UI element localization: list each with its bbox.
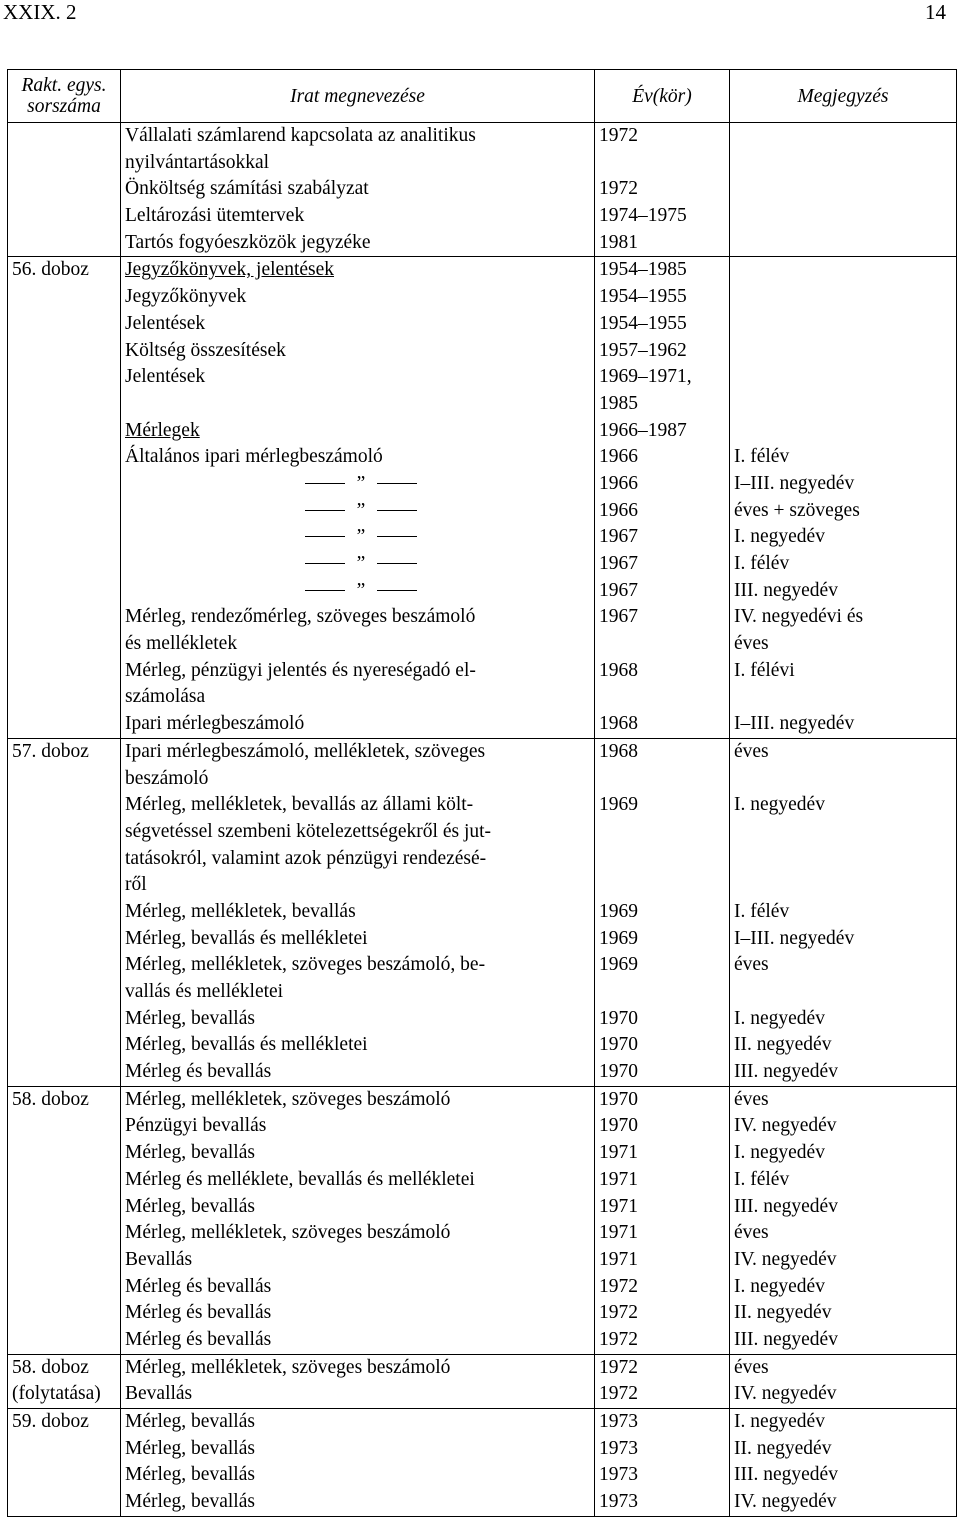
ditto-dash (305, 510, 345, 511)
document-name: számolása (125, 686, 206, 708)
remark-cell (730, 738, 957, 1086)
remark-value (734, 979, 952, 1006)
document-name: ségvetéssel szembeni kötelezettségekről és jut- (125, 820, 492, 842)
year-value: 1967 (599, 553, 638, 574)
document-name: Mérleg és bevallás (125, 1302, 272, 1324)
year-value: 1970 (599, 1115, 638, 1137)
remark-value: éves (734, 740, 769, 762)
remark-cell (730, 123, 957, 257)
remark-value (734, 364, 952, 391)
header-remark: Megjegyzés (730, 70, 957, 123)
year-value: 1973 (599, 1411, 638, 1432)
remark-value (734, 123, 952, 150)
document-name: Jegyzőkönyvek, jelentések (125, 259, 335, 281)
unit-number: 56. doboz (12, 259, 89, 281)
header-unit-number-line: Rakt. egys. (21, 75, 107, 96)
remark-value: éves (734, 633, 769, 655)
unit-number-cell (8, 738, 121, 1086)
year-value (599, 819, 725, 846)
unit-number-cell (8, 1409, 121, 1517)
remark-value (734, 684, 952, 711)
table-header-row (8, 70, 957, 123)
remark-value: I. negyedév (734, 526, 825, 548)
remark-value: III. negyedév (734, 1195, 838, 1217)
ditto-dash (305, 536, 345, 537)
remark-value (734, 203, 952, 230)
year-value: 1968 (599, 740, 638, 762)
year-value: 1969 (599, 927, 638, 949)
year-value (599, 684, 725, 711)
document-name: Pénzügyi bevallás (125, 1115, 267, 1137)
year-value: 1972 (599, 1383, 638, 1405)
unit-number: 57. doboz (12, 740, 89, 762)
ditto-mark (125, 551, 590, 578)
remark-value (734, 230, 952, 257)
remark-value (734, 846, 952, 873)
unit-number-cell (8, 257, 121, 738)
year-value: 1970 (599, 1034, 638, 1056)
remark-value: I. negyedév (734, 794, 825, 816)
document-name: Mérleg és bevallás (125, 1328, 272, 1350)
remark-value: IV. negyedévi és (734, 606, 864, 628)
remark-value: I. félévi (734, 659, 795, 681)
year-value: 1972 (599, 1356, 638, 1378)
remark-value: II. negyedév (734, 1034, 832, 1056)
year-value (599, 150, 725, 177)
year-value: 1972 (599, 1275, 638, 1297)
document-name: Mérleg, bevallás (125, 1007, 255, 1029)
year-value: 1969–1971, (599, 366, 692, 388)
year-value (599, 872, 725, 899)
unit-number: 58. doboz (12, 1088, 89, 1110)
document-name-cell (121, 257, 595, 738)
year-value: 1974–1975 (599, 205, 687, 227)
year-value (599, 979, 725, 1006)
remark-value: III. negyedév (734, 1464, 838, 1486)
document-name: Mérleg, bevallás (125, 1142, 255, 1164)
remark-value: I. félév (734, 446, 790, 468)
table-row (8, 1354, 957, 1408)
year-value: 1971 (599, 1195, 638, 1217)
ditto-mark (125, 524, 590, 551)
ditto-quote: ” (356, 472, 366, 494)
ditto-dash (305, 483, 345, 484)
ditto-quote: ” (356, 499, 366, 521)
unit-number: 59. doboz (12, 1411, 89, 1432)
document-name: Jelentések (125, 366, 206, 388)
remark-cell (730, 257, 957, 738)
year-value: 1973 (599, 1491, 638, 1513)
year-value: 1971 (599, 1248, 638, 1270)
year-value: 1972 (599, 1302, 638, 1324)
document-name: Ipari mérlegbeszámoló (125, 713, 305, 735)
ditto-mark (125, 578, 590, 605)
remark-value: III. negyedév (734, 1328, 838, 1350)
year-value: 1954–1985 (599, 259, 687, 281)
document-name: Mérleg és bevallás (125, 1061, 272, 1083)
remark-value (734, 819, 952, 846)
document-name: Mérleg és bevallás (125, 1275, 272, 1297)
document-name: Mérleg, mellékletek, szöveges beszámoló, be- (125, 954, 486, 976)
year-value: 1967 (599, 606, 638, 628)
remark-value: I. félév (734, 900, 790, 922)
remark-value (734, 176, 952, 203)
remark-value: I. negyedév (734, 1142, 825, 1164)
remark-value: II. negyedév (734, 1437, 832, 1459)
document-name: Mérleg, bevallás (125, 1195, 255, 1217)
year-value: 1969 (599, 794, 638, 816)
ditto-dash (305, 590, 345, 591)
remark-value: I. negyedév (734, 1007, 825, 1029)
remark-value: II. negyedév (734, 1302, 832, 1324)
year-cell (595, 738, 730, 1086)
remark-cell (730, 1086, 957, 1354)
remark-value: I. negyedév (734, 1275, 825, 1297)
document-name: Tartós fogyóeszközök jegyzéke (125, 231, 371, 253)
ditto-mark (125, 498, 590, 525)
header-document-name: Irat megnevezése (121, 70, 595, 123)
inventory-table (7, 69, 957, 1517)
table-row (8, 738, 957, 1086)
remark-value: IV. negyedév (734, 1115, 837, 1137)
remark-value: I. negyedév (734, 1411, 825, 1432)
document-name: és mellékletek (125, 633, 238, 655)
remark-value (734, 257, 952, 284)
document-name: Mérleg, bevallás (125, 1411, 255, 1432)
document-name: Bevallás (125, 1383, 193, 1405)
year-value: 1954–1955 (599, 312, 687, 334)
remark-value: IV. negyedév (734, 1491, 837, 1513)
unit-number: 58. doboz (12, 1356, 89, 1378)
remark-value (734, 872, 952, 899)
document-name: Jegyzőkönyvek (125, 286, 247, 308)
year-value: 1970 (599, 1007, 638, 1029)
page-number: 14 (925, 0, 946, 24)
year-value: 1966 (599, 499, 638, 521)
document-name: ről (125, 874, 147, 896)
remark-value: I–III. negyedév (734, 472, 855, 494)
document-name: Jelentések (125, 312, 206, 334)
year-value: 1957–1962 (599, 339, 687, 361)
remark-value (734, 338, 952, 365)
year-value (599, 846, 725, 873)
remark-value: I–III. negyedév (734, 713, 855, 735)
document-name: Mérleg, mellékletek, bevallás az állami költ- (125, 794, 474, 816)
year-value: 1969 (599, 954, 638, 976)
year-value: 1972 (599, 1328, 638, 1350)
remark-value (734, 766, 952, 793)
remark-value: I–III. negyedév (734, 927, 855, 949)
remark-value: III. negyedév (734, 579, 838, 601)
ditto-mark (125, 471, 590, 498)
year-cell (595, 1354, 730, 1408)
remark-value: éves (734, 1356, 769, 1378)
year-value: 1973 (599, 1464, 638, 1486)
remark-value (734, 284, 952, 311)
year-value: 1970 (599, 1088, 638, 1110)
table-row (8, 1409, 957, 1517)
document-name: Önköltség számítási szabályzat (125, 178, 369, 200)
year-value: 1971 (599, 1142, 638, 1164)
document-name: Vállalati számlarend kapcsolata az analitikus (125, 125, 476, 146)
page-header-left: XXIX. 2 (3, 0, 77, 24)
document-name: Mérleg, bevallás és mellékletei (125, 1034, 368, 1056)
document-name: Mérleg, bevallás és mellékletei (125, 927, 368, 949)
year-value: 1981 (599, 231, 638, 253)
ditto-dash (377, 510, 417, 511)
document-name: Költség összesítések (125, 339, 286, 361)
table-row (8, 257, 957, 738)
document-name: beszámoló (125, 767, 209, 789)
remark-value: I. félév (734, 553, 790, 574)
unit-number-cell (8, 1086, 121, 1354)
remark-value (734, 311, 952, 338)
remark-value (734, 418, 952, 445)
year-value (599, 766, 725, 793)
document-name: Általános ipari mérlegbeszámoló (125, 446, 383, 468)
header-year: Év(kör) (595, 70, 730, 123)
document-name: Mérleg, bevallás (125, 1464, 255, 1486)
document-name: Mérleg, mellékletek, bevallás (125, 900, 356, 922)
remark-value: éves (734, 954, 769, 976)
ditto-quote: ” (356, 526, 366, 548)
document-name: Mérleg, mellékletek, szöveges beszámoló (125, 1222, 451, 1244)
year-value: 1966 (599, 446, 638, 468)
document-name: Mérleg, bevallás (125, 1437, 255, 1459)
year-value: 1971 (599, 1222, 638, 1244)
remark-value: I. félév (734, 1168, 790, 1190)
year-value: 1967 (599, 526, 638, 548)
document-name-cell (121, 1086, 595, 1354)
ditto-quote: ” (356, 553, 366, 574)
year-value (599, 631, 725, 658)
header-unit-number-line: sorszáma (27, 96, 101, 117)
remark-cell (730, 1409, 957, 1517)
remark-value: éves + szöveges (734, 499, 860, 521)
year-value: 1970 (599, 1061, 638, 1083)
remark-value: IV. negyedév (734, 1248, 837, 1270)
document-name: Mérleg, bevallás (125, 1491, 255, 1513)
ditto-dash (377, 483, 417, 484)
year-value: 1968 (599, 713, 638, 735)
document-name: Mérlegek (125, 419, 200, 441)
document-name-cell (121, 123, 595, 257)
year-value: 1972 (599, 178, 638, 200)
year-value: 1972 (599, 125, 638, 146)
document-name: vallás és mellékletei (125, 981, 284, 1002)
header-unit-number (8, 70, 121, 123)
year-cell (595, 1086, 730, 1354)
year-cell (595, 1409, 730, 1517)
document-name: Mérleg, pénzügyi jelentés és nyereségadó el- (125, 659, 476, 681)
document-name (125, 391, 590, 418)
year-value: 1967 (599, 579, 638, 601)
year-value: 1968 (599, 659, 638, 681)
year-cell (595, 257, 730, 738)
year-value: 1969 (599, 900, 638, 922)
document-name-cell (121, 738, 595, 1086)
ditto-dash (377, 536, 417, 537)
remark-value (734, 391, 952, 418)
document-name: Mérleg, mellékletek, szöveges beszámoló (125, 1088, 451, 1110)
document-name: tatásokról, valamint azok pénzügyi rendezésé- (125, 847, 487, 869)
year-value: 1985 (599, 392, 638, 414)
document-name-cell (121, 1409, 595, 1517)
year-value: 1971 (599, 1168, 638, 1190)
ditto-dash (377, 563, 417, 564)
remark-cell (730, 1354, 957, 1408)
remark-value (734, 150, 952, 177)
remark-value: IV. negyedév (734, 1383, 837, 1405)
year-value: 1954–1955 (599, 286, 687, 308)
document-name: Bevallás (125, 1248, 193, 1270)
unit-number-cell (8, 123, 121, 257)
year-value: 1966 (599, 472, 638, 494)
remark-value: éves (734, 1088, 769, 1110)
table-row (8, 1086, 957, 1354)
year-value: 1973 (599, 1437, 638, 1459)
year-cell (595, 123, 730, 257)
document-name: Leltározási ütemtervek (125, 205, 305, 227)
remark-value: éves (734, 1222, 769, 1244)
table-row (8, 123, 957, 257)
document-name: Mérleg, rendezőmérleg, szöveges beszámoló (125, 606, 476, 628)
document-name: Mérleg és melléklete, bevallás és mellékletei (125, 1168, 475, 1190)
unit-number: (folytatása) (12, 1383, 101, 1405)
document-name: Ipari mérlegbeszámoló, mellékletek, szöveges (125, 740, 486, 762)
document-name: nyilvántartásokkal (125, 151, 270, 173)
ditto-dash (377, 590, 417, 591)
document-name: Mérleg, mellékletek, szöveges beszámoló (125, 1356, 451, 1378)
ditto-dash (305, 563, 345, 564)
year-value: 1966–1987 (599, 419, 687, 441)
document-name-cell (121, 1354, 595, 1408)
ditto-quote: ” (356, 579, 366, 601)
unit-number-cell (8, 1354, 121, 1408)
remark-value: III. negyedév (734, 1061, 838, 1083)
